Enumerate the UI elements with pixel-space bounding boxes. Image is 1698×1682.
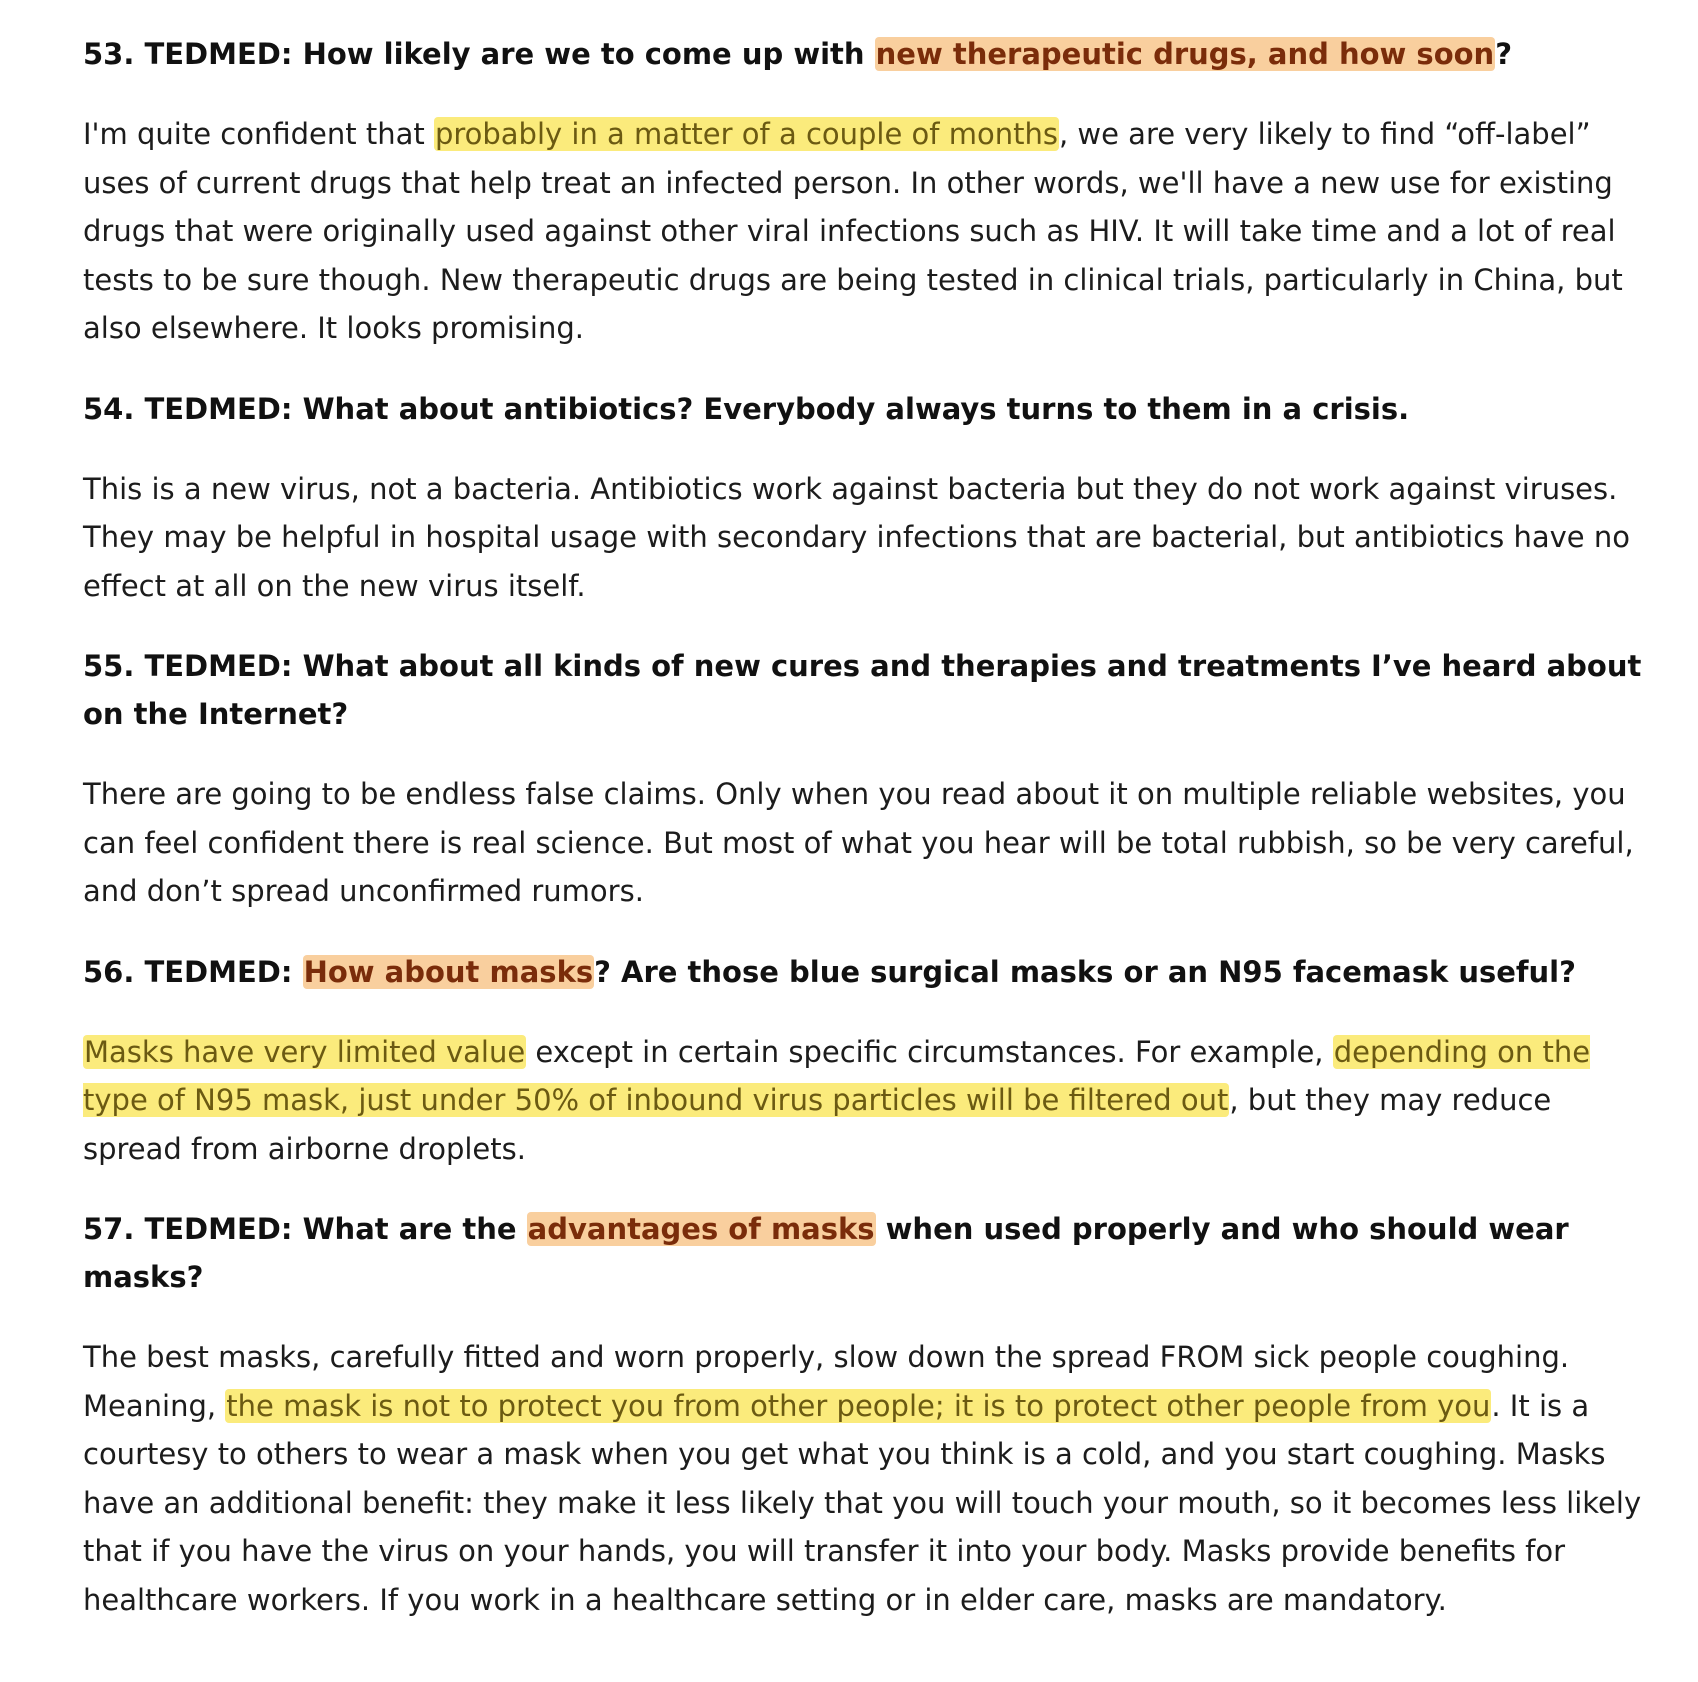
question-56-highlight: How about masks bbox=[303, 954, 594, 989]
answer-57 bbox=[83, 1333, 1643, 1624]
answer-56-mid: except in certain specific circumstances. For example, bbox=[526, 1034, 1333, 1069]
answer-53-post: , we are very likely to find “off-label” uses of current drugs that help treat an infected person. In other words, we'll have a new use for existing drugs that were originally used against other viral infections such as HIV. It will take time and a lot of real tests to be sure though. New therapeutic drugs are being tested in clinical trials, particularly in China, but also elsewhere. It looks promising. bbox=[83, 117, 1623, 345]
answer-53 bbox=[83, 110, 1643, 353]
question-57-prefix: 57. TEDMED: What are the bbox=[83, 1212, 527, 1246]
question-57-highlight: advantages of masks bbox=[527, 1212, 875, 1246]
document-page bbox=[83, 30, 1643, 1656]
question-53-suffix: ? bbox=[1495, 37, 1513, 71]
question-56 bbox=[83, 948, 1643, 996]
question-53-prefix: 53. TEDMED: How likely are we to come up with bbox=[83, 37, 875, 71]
question-56-prefix: 56. TEDMED: bbox=[83, 954, 303, 989]
answer-56-post: , but they may reduce spread from airborne droplets. bbox=[83, 1083, 1552, 1166]
answer-54: This is a new virus, not a bacteria. Antibiotics work against bacteria but they do not work against viruses. They may be helpful in hospital usage with secondary infections that are bacterial, but antibiotics have no effect at all on the new virus itself. bbox=[83, 471, 1630, 603]
question-53-highlight: new therapeutic drugs, and how soon bbox=[875, 37, 1495, 71]
answer-57-pre: The best masks, carefully fitted and worn properly, slow down the spread FROM sick people coughing. Meaning, bbox=[83, 1340, 1570, 1423]
answer-53-pre: I'm quite confident that bbox=[83, 117, 434, 151]
answer-56-highlight-2: depending on the type of N95 mask, just under 50% of inbound virus particles will be filtered out bbox=[83, 1034, 1591, 1117]
answer-55: There are going to be endless false claims. Only when you read about it on multiple reliable websites, you can feel confident there is real science. But most of what you hear will be total rubbish, so be very careful, and don’t spread unconfirmed rumors. bbox=[83, 777, 1634, 908]
question-56-suffix: ? Are those blue surgical masks or an N95 facemask useful? bbox=[594, 954, 1576, 989]
question-54: 54. TEDMED: What about antibiotics? Everybody always turns to them in a crisis. bbox=[83, 391, 1410, 426]
answer-56 bbox=[83, 1028, 1643, 1174]
question-53 bbox=[83, 30, 1643, 78]
answer-57-highlight: the mask is not to protect you from other people; it is to protect other people from you bbox=[226, 1388, 1491, 1423]
answer-56-highlight-1: Masks have very limited value bbox=[84, 1034, 526, 1069]
answer-53-highlight: probably in a matter of a couple of months bbox=[434, 117, 1058, 151]
question-57 bbox=[83, 1205, 1643, 1301]
answer-57-post: . It is a courtesy to others to wear a mask when you get what you think is a cold, and you start coughing. Masks have an additional benefit: they make it less likely that you will touch your mouth, so it becomes less likely that if you have the virus on your hands, you will transfer it into your body. Masks provide benefits for healthcare workers. If you work in a healthcare setting or in elder care, masks are mandatory. bbox=[83, 1388, 1642, 1617]
question-55: 55. TEDMED: What about all kinds of new cures and therapies and treatments I’ve heard about on the Internet? bbox=[83, 649, 1642, 731]
question-57-suffix: when used properly and who should wear masks? bbox=[83, 1212, 1569, 1294]
